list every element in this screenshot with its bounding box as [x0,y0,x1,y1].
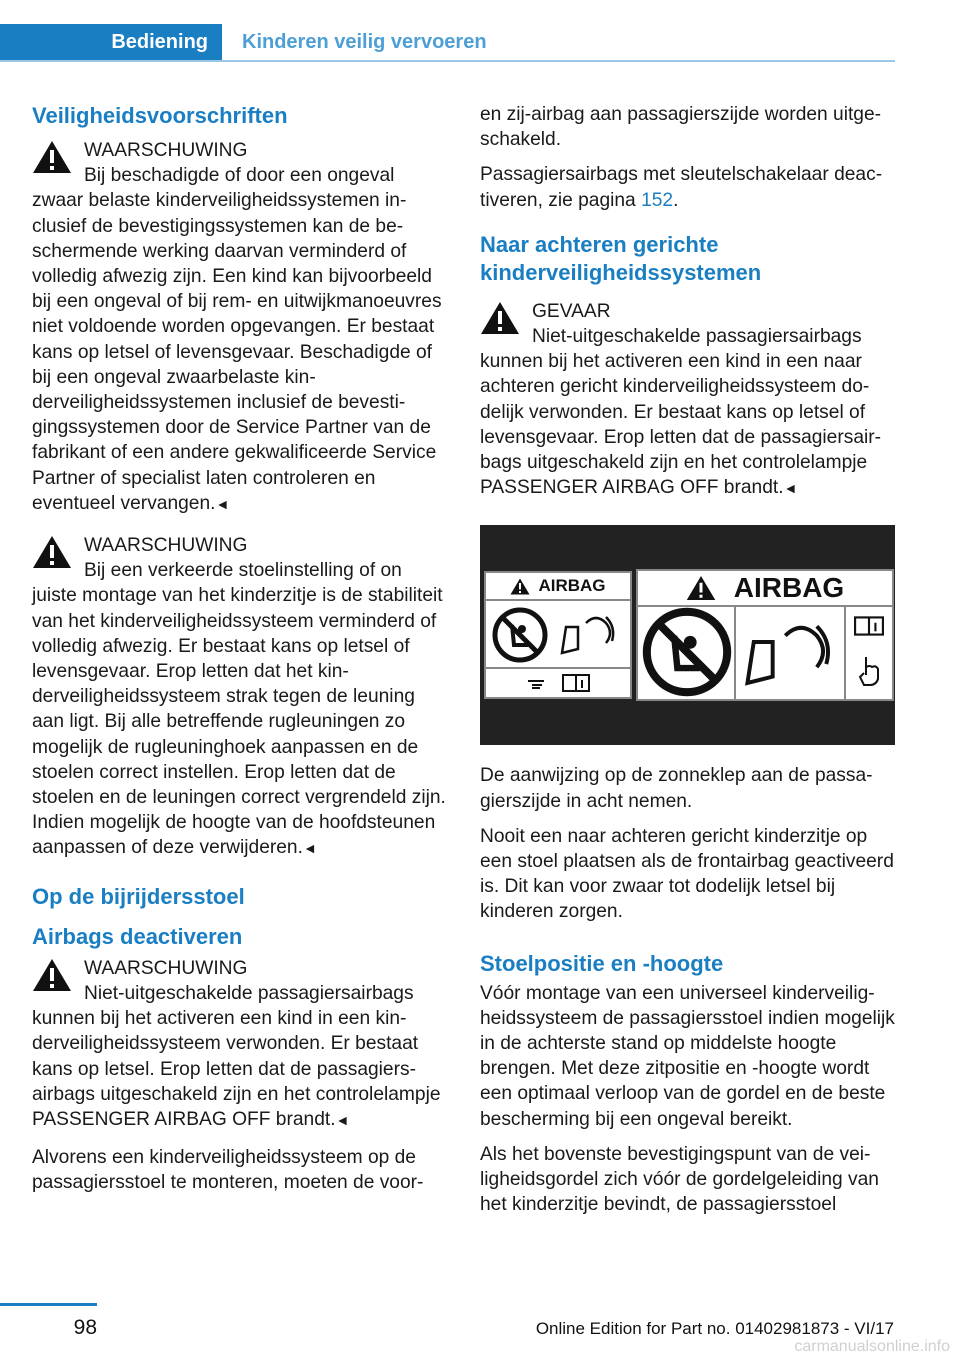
warning-block-1 [32,138,447,517]
warning-block-3 [32,956,447,1133]
edition-text: Online Edition for Part no. 01402981873 - VI/17 [535,1319,894,1338]
warning-triangle-icon [32,535,72,569]
danger-text: kunnen bij het activeren een kind in een naar achteren gericht kinderveiligheidssysteem dodelijk verwonden. Er bestaat kans op letsel of levensgevaar. Erop letten dat de passagiersairbags uitgeschakeld zijn en het controlelampje PASSENGER AIRBAG OFF brandt. [480,351,882,499]
airbag-deploy-icon [738,611,842,695]
warning-block-2 [32,533,447,862]
danger-text-first-line: Niet-uitgeschakelde passagiersairbags [532,326,862,348]
paragraph-zonneklep: De aanwijzing op de zonneklep aan de passagierszijde in acht nemen. [480,765,873,812]
heading-stoelpositie: Stoelpositie en -hoogte [480,950,724,976]
airbag-label-small: AIRBAG [538,576,606,596]
warning-text: kunnen bij het activeren een kind in een kinderveiligheidssysteem verwonden. Er bestaat kans op letsel. Erop letten dat de passagiersairbags uitgeschakeld zijn en het controlelampje PASSENGER AIRBAG OFF brandt. [32,1008,441,1130]
paragraph-continued: en zij-airbag aan passagierszijde worden uitgeschakeld. [480,104,882,151]
end-mark: ◄ [335,1111,350,1128]
paragraph-sleutelschakelaar [480,162,895,212]
airbag-warning-label-image [480,525,895,745]
paragraph-text-end: . [673,189,679,211]
no-child-seat-icon [492,607,548,663]
warning-triangle-icon [480,301,520,335]
manual-book-icon [854,615,884,637]
danger-block [480,299,895,502]
end-mark: ◄ [783,480,798,497]
warning-text-first-line: Niet-uitgeschakelde passagiersairbags [84,982,414,1004]
paragraph-nooit: Nooit een naar achteren gericht kinderzitje op een stoel plaatsen als de frontairbag geactiveerd is. Dit kan voor zwaar tot dodelijk letsel bij kinderen zorgen. [480,825,894,923]
pointing-hand-icon [856,655,882,687]
paragraph-alvorens: Alvorens een kinderveiligheidssysteem op de passagiersstoel te monteren, moeten de voor- [32,1147,424,1194]
airbag-sticker-small [484,571,632,699]
tab-bediening[interactable]: Bediening [0,24,222,60]
warning-label: WAARSCHUWING [84,535,248,557]
end-mark: ◄ [302,840,317,857]
paragraph-text: Passagiersairbags met sleutelschakelaar deactiveren, zie pagina [480,164,883,211]
warning-triangle-icon [686,575,716,601]
heading-naar-achteren-gerichte: Naar achteren gerichte kinderveiligheidssystemen [480,231,762,285]
no-child-seat-icon [642,607,732,697]
warning-text: juiste montage van het kinderzitje is de stabiliteit van het kinderveiligheidssysteem verminderd of volledig afwezig. Er bestaat kans op letsel of levensgevaar. Erop letten dat het kinderveiligheidssysteem strak tegen de leuning aan ligt. Bij alle betreffende rugleuningen zo mogelijk de rugleuninghoek aanpassen en de stoelen correct instellen. Erop letten dat de stoelen en de leuningen correct vergrendeld zijn. Indien mogelijk de hoogte van de hoofdsteunen aanpassen of deze verwijderen. [32,585,446,859]
paragraph-als-het-bovenste: Als het bovenste bevestigingspunt van de veiligheidsgordel zich vóór de gordelgeleiding van het kinderzitje bevindt, de passagiersstoel [480,1143,879,1216]
warning-triangle-icon [510,578,530,595]
footer-divider [0,1303,97,1306]
warning-label: WAARSCHUWING [84,957,248,979]
warning-text: zwaar belaste kinderveiligheidssystemen inclusief de bevestigingssystemen kan de beschermende werking daarvan verminderd of volledig afwezig zijn. Een kind kan bijvoorbeeld bij een ongeval of bij rem- en uitwijkmanoeuvres niet voldoende worden opgevangen. Er bestaat kans op letsel of levensgevaar. Beschadigde of bij een ongeval zwaarbelaste kinderveiligheidssystemen inclusief de bevestigingssystemen door de Service Partner van de fabrikant of een andere gekwalificeerde Service Partner of specialist laten controleren en eventueel vervangen. [32,190,442,514]
paragraph-voor-montage: Vóór montage van een universeel kinderveiligheidssysteem de passagiersstoel indien mogelijk in de achterste stand op middelste hoogte brengen. Met deze zitpositie en -hoogte wordt een optimaal verloop van de gordel en de beste bescherming bij een ongeval bereikt. [480,982,895,1130]
header-divider [0,60,895,62]
pointing-hand-icon [526,675,552,691]
warning-text-first-line: Bij beschadigde of door een ongeval [84,165,395,187]
warning-triangle-icon [32,958,72,992]
warning-triangle-icon [32,140,72,174]
airbag-label-large: AIRBAG [733,572,845,604]
page-link-152[interactable]: 152 [641,189,674,211]
heading-veiligheidsvoorschriften: Veiligheidsvoorschriften [32,103,288,128]
danger-label: GEVAAR [532,300,611,322]
left-column [32,102,447,1206]
airbag-sticker-large [636,569,894,701]
right-column [480,102,895,1227]
heading-op-de-bijrijdersstoel: Op de bijrijdersstoel [32,883,245,909]
airbag-deploy-icon [556,609,622,659]
watermark: carmanualsonline.info [794,1338,950,1355]
warning-text-first-line: Bij een verkeerde stoelinstelling of on [84,560,402,582]
manual-book-icon [562,674,590,692]
end-mark: ◄ [215,495,230,512]
heading-airbags-deactiveren: Airbags deactiveren [32,923,243,949]
tab-kinderen-veilig-vervoeren[interactable]: Kinderen veilig vervoeren [242,30,487,53]
page-header [0,24,895,62]
warning-label: WAARSCHUWING [84,140,248,161]
page-number: 98 [73,1316,97,1339]
